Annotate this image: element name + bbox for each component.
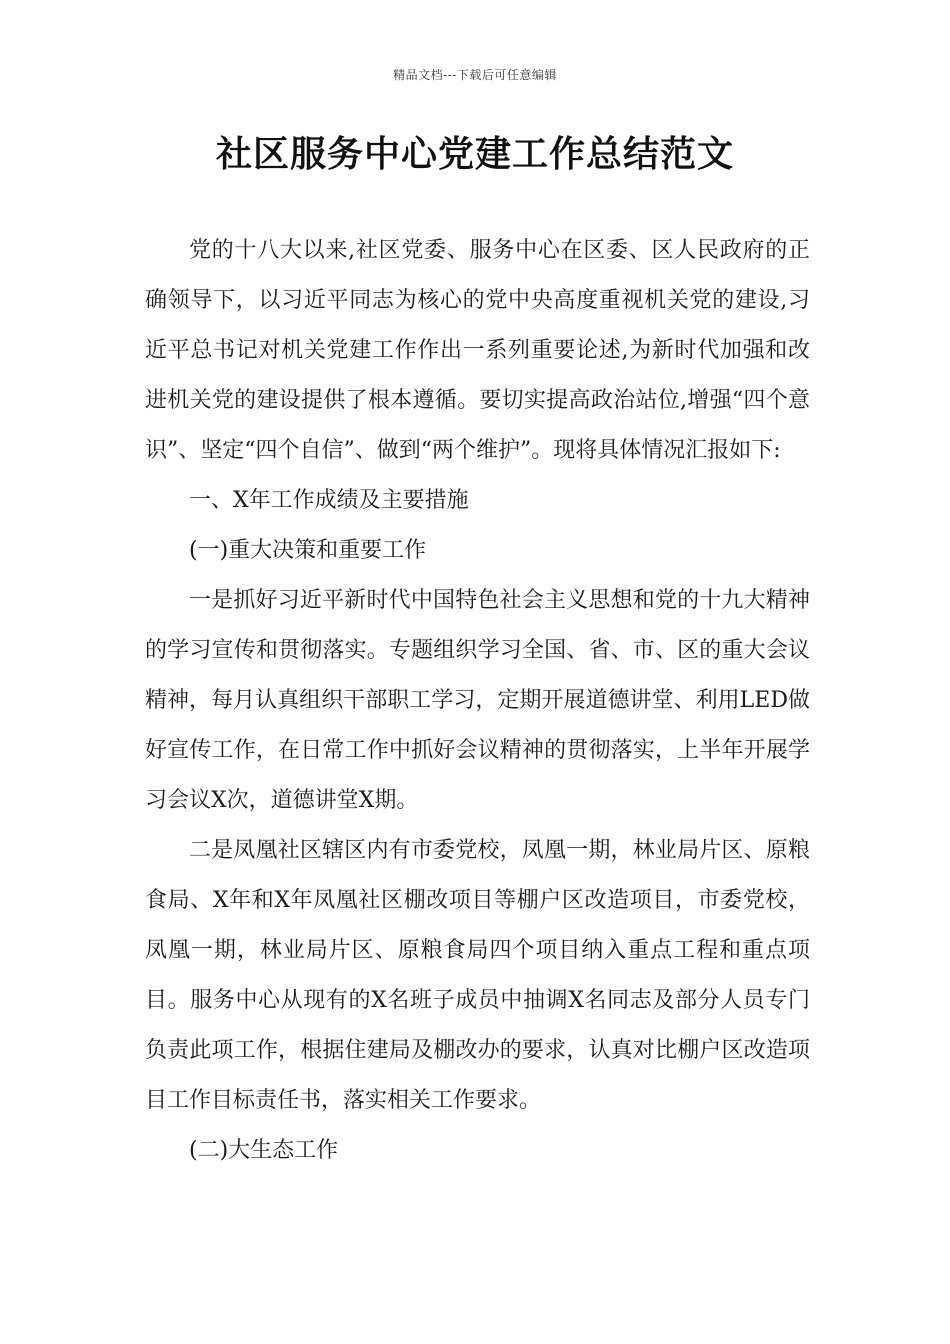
paragraph-intro: 党的十八大以来,社区党委、服务中心在区委、区人民政府的正确领导下，以习近平同志为核心的党中央高度重视机关党的建设,习近平总书记对机关党建工作作出一系列重要论述,为新时代加强和改进机关党的建设提供了根本遵循。要切实提高政治站位,增强“四个意识”、坚定“四个自信”、做到“两个维护”。现将具体情况汇报如下:: [145, 238, 810, 463]
document-body: [145, 226, 810, 1176]
section-heading-1: 一、X年工作成绩及主要措施: [189, 488, 469, 513]
document-title: 社区服务中心党建工作总结范文: [215, 133, 734, 175]
subsection-heading-1: (一)重大决策和重要工作: [189, 538, 427, 563]
paragraph-item-1: 一是抓好习近平新时代中国特色社会主义思想和党的十九大精神的学习宣传和贯彻落实。专题组织学习全国、省、市、区的重大会议精神，每月认真组织干部职工学习，定期开展道德讲堂、利用LED做好宣传工作，在日常工作中抓好会议精神的贯彻落实，上半年开展学习会议X次，道德讲堂X期。: [145, 588, 810, 813]
subsection-heading-2: (二)大生态工作: [189, 1138, 339, 1163]
paragraph-item-2: 二是凤凰社区辖区内有市委党校，凤凰一期，林业局片区、原粮食局、X年和X年凤凰社区棚改项目等棚户区改造项目，市委党校，凤凰一期，林业局片区、原粮食局四个项目纳入重点工程和重点项目。服务中心从现有的X名班子成员中抽调X名同志及部分人员专门负责此项工作，根据住建局及棚改办的要求，认真对比棚户区改造项目工作目标责任书，落实相关工作要求。: [145, 838, 810, 1113]
header-note: 精品文档---下载后可任意编辑: [393, 68, 557, 82]
